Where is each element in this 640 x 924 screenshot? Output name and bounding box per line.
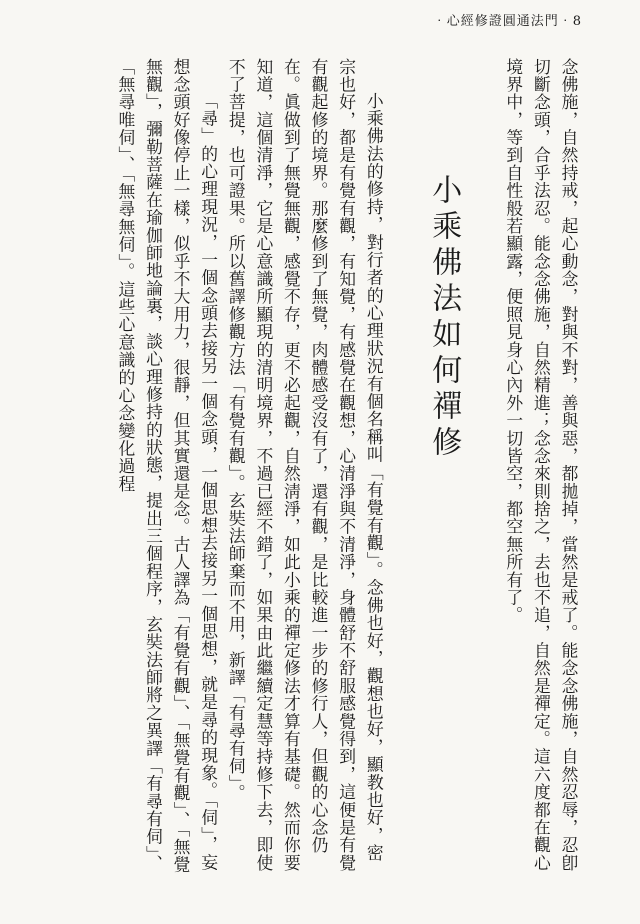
paragraph-continued: 念佛施，自然持戒，起心動念，對與不對，善與惡，都拋掉，當然是戒了。能念念佛施，自然忍辱，忍卽切斷念頭，合乎法忍。能念念佛施，自然精進；念念來則捨之，去也不追，自然是禪定。這六度都在觀心境界中，等到自性般若顯露，便照見身心內外一切皆空，都空無所有了。 (503, 58, 579, 872)
paragraph-2: 「尋」的心理現況，一個念頭去接另一個念頭，一個思想去接另一個思想，就是尋的現象。「伺」，妄想念頭好像停止一樣，似乎不大用力，很靜，但其實還是念。古人譯為「有覺有觀」、「無覺有觀」、「無覺無觀」，彌勒菩薩在瑜伽師地論裏，談心理修持的狀態，提出三個程序，玄奘法師將之異譯「有尋有伺」、「無尋唯伺」、「無尋無伺」。這些心意識的心念變化過程 (115, 58, 219, 874)
vertical-text-body (62, 58, 582, 878)
running-header: ‧心經修證圓通法門‧8 (432, 14, 582, 29)
paragraph-1: 小乘佛法的修持，對行者的心理狀況有個名稱叫「有覺有觀」。念佛也好，觀想也好，顯教也好，密宗也好，都是有覺有觀，有知覺，有感覺在觀想，心清淨與不清淨，身體舒不舒服感覺得到，這便是有覺有觀起修的境界。那麼修到了無覺，肉體感受沒有了，還有觀，是比較進一步的修行人，但觀的心念仍在。眞做到了無覺無觀，感覺不存，更不必起觀，自然淸淨，如此小乘的禪定修法才算有基礎。然而你要知道，這個清淨，它是心意識所顯現的清明境界，不過已經不錯了，如果由此繼續定慧等持修下去，即使不了菩提，也可證果。所以舊譯修觀方法「有覺有觀」。玄奘法師棄而不用，新譯「有尋有伺」。 (226, 58, 385, 872)
section-title: 小乘佛法如何禪修 (426, 174, 462, 462)
